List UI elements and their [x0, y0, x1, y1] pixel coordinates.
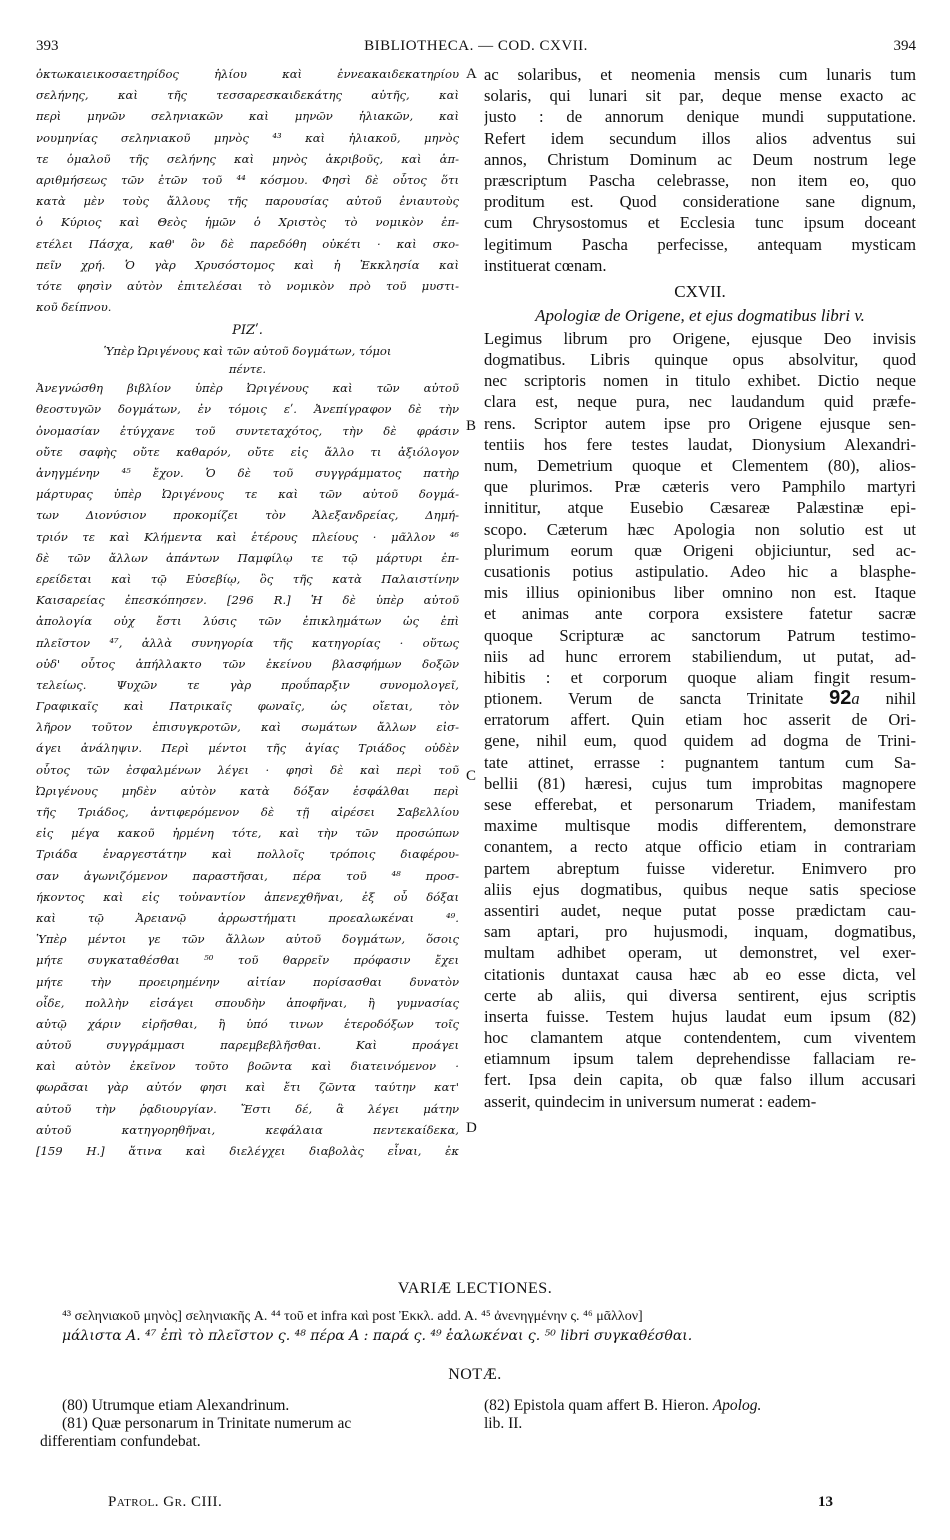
text-line: tentiis hos fere testes laudat, Dionysium Alexandri- — [484, 434, 916, 454]
text-line: τε ὁμαλοῦ τῆς σελήνης καὶ μηνὸς ἀκριβοῦς, καὶ ἀπ- — [36, 151, 459, 166]
text-line: εἰς μέγα κακοῦ ἠρμένη τότε, καὶ τὴν τῶν προσώπων — [36, 826, 459, 841]
text-line: Ὑπὲρ μέντοι γε τῶν ἄλλων αὐτοῦ δογμάτων, ὅσοις — [36, 932, 459, 947]
text-line: etiamnum ipsum talem deprehendisse fallaciam re- — [484, 1049, 916, 1069]
text-line: μήτε τὴν προειρημένην αἰτίαν πορίσασθαι δυνατὸν — [36, 974, 459, 989]
page-header — [36, 38, 916, 58]
text-line: ac solaribus, et neomenia mensis cum lunaris tum — [484, 65, 916, 84]
note-82-cont: lib. II. — [484, 1415, 523, 1432]
note-81-cont: differentiam confundebat. — [40, 1433, 201, 1450]
text-line: Γραφικαῖς καὶ Πατρικαῖς φωναῖς, ὡς οἴεται, τὸν — [36, 699, 459, 714]
footer-signature: 13 — [818, 1494, 833, 1510]
text-line: ετέλει Πάσχα, καθ' ὃν δὲ παρεδόθη οὐκέτι · καὶ σκο- — [36, 236, 459, 251]
text-line: dogmatibus. Libris quinque opus absolvitur, quod — [484, 350, 916, 370]
text-line: μήτε συγκαταθέσθαι ⁵⁰ τοῦ θαρρεῖν πρόφασιν ἔχει — [36, 953, 459, 968]
variae-line-2: μάλιστα A. ⁴⁷ ἐπὶ τὸ πλεῖστον ς. ⁴⁸ πέρα A : παρά ς. ⁴⁹ ἑαλωκέναι ς. ⁵⁰ libri συγκαθέσθαι. — [62, 1328, 693, 1344]
text-line: αὐτοῦ τὴν ῥᾳδιουργίαν. Ἔστι δέ, ἃ λέγει μάτην — [36, 1101, 459, 1116]
running-title: BIBLIOTHECA. — COD. CXVII. — [364, 38, 588, 54]
text-line: σαν ἀγωνιζόμενον παραστῆσαι, πέρα τοῦ ⁴⁸ προσ- — [36, 868, 459, 883]
variae-line-1: ⁴³ σεληνιακοῦ μηνὸς] σεληνιακῆς A. ⁴⁴ τοῦ et infra καὶ post Ἐκκλ. add. A. ⁴⁵ ἀνενηγμένην ς. ⁴⁶ μᾶλλον] — [62, 1309, 643, 1324]
text-line: ήκοντος καὶ εἰς τοὐναντίον ἀπενεχθῆναι, ἐξ οὗ δόξαι — [36, 889, 459, 904]
text-line: cusationis potius astipulatio. Adeo hic a blasphe- — [484, 561, 916, 581]
text-line: et animas ante corpora exsistere fatetur sacræ — [484, 604, 916, 624]
text-line: erratorum affert. Quin etiam hoc asserit de Ori- — [484, 710, 916, 730]
text-line: assentiri audet, neque putat posse prædictam cau- — [484, 900, 916, 920]
text-line: περὶ μηνῶν σεληνιακῶν καὶ μηνῶν ἡλιακῶν, καὶ — [36, 109, 459, 124]
note-82 — [484, 1397, 761, 1414]
text-line: νουμηνίας σεληνιακοῦ μηνὸς ⁴³ καὶ ἡλιακοῦ, μηνὸς — [36, 130, 459, 145]
text-line: πλεῖστον ⁴⁷, ἀλλὰ συνηγορία τῆς κατηγορίας · οὕτως — [36, 635, 459, 650]
text-line: hibitis : et corporum quoque aliam fingit resum- — [484, 667, 916, 687]
text-line: αὐτοῦ κατηγορηθῆναι, κεφάλαια πεντεκαίδεκα, — [36, 1122, 459, 1137]
page-number-right: 394 — [893, 38, 916, 54]
text-line: annos, Christum Dominum ac Deum nostrum lege — [484, 149, 916, 169]
margin-marker-c: C — [466, 768, 477, 784]
text-line: multam adhibet operam, ut demonstret, vel exer- — [484, 943, 916, 963]
text-line: οὔτε σαφὴς οὔτε καθαρόν, οὔτε εἰς ἄλλο τι ἀξιόλογον — [36, 444, 459, 459]
note-82-text: (82) Epistola quam affert B. Hieron. — [484, 1397, 709, 1414]
text-line: justo : de annorum denique mundi supputatione. — [484, 107, 916, 127]
text-line: οὗτος τῶν ἐσφαλμένων λέγει · φησὶ δὲ καὶ περὶ τοῦ — [36, 762, 459, 777]
text-line: tate attinet, errasse : pugnantem tantum cum Sa- — [484, 752, 916, 772]
text-line: bellii (81) hæresi, cujus tum improbitas magnopere — [484, 773, 916, 793]
text-line: καὶ τῷ Ἀρειανῷ ἀρρωστήματι προεαλωκέναι ⁴⁹. — [36, 910, 459, 925]
latin-section-title: Apologiæ de Origene, et ejus dogmatibus libri v. — [535, 305, 865, 325]
latin-top-text — [484, 64, 916, 276]
greek-column — [36, 64, 459, 1162]
text-line: asserit, quindecim in universum numerat : eadem- — [484, 1091, 817, 1111]
text-line: Ὠριγένους μηδὲν αὐτὸν κατὰ δόξαν ἐσφάλθαι περὶ — [36, 783, 459, 798]
text-segment: nihil — [859, 689, 916, 709]
text-line — [484, 688, 916, 709]
text-line: quoque Scripturæ ac sanctorum Patrum testimo- — [484, 625, 916, 645]
text-line: Legimus librum pro Origene, ejusque Deo invisis — [484, 328, 916, 348]
text-line: ἀπολογία οὐχ ἔστι λύσις τῶν ἐπικλημάτων ὡς ἐπὶ — [36, 614, 459, 629]
text-line: Τριάδα ἐναργεστάτην καὶ πολλοῖς τρόποις διαφέρου- — [36, 847, 459, 862]
text-line: que plurimos. Præ cæteris vero Pamphilo martyri — [484, 477, 916, 497]
text-line: τριόν τε καὶ Κλήμεντα καὶ ἑτέρους πλείους · μᾶλλον ⁴⁶ — [36, 529, 459, 544]
text-line: σελήνης, καὶ τῆς τεσσαρεσκαιδεκάτης αὐτῆς, καὶ — [36, 88, 459, 103]
text-line: certe ab aliis, qui diversa sentirent, ejus scriptis — [484, 985, 916, 1005]
text-line: ὀκτωκαιεικοσαετηρίδος ἡλίου καὶ ἐννεακαιδεκατηρίου — [36, 67, 459, 81]
text-line: mis illius opinionibus liber omnino non est. Itaque — [484, 583, 916, 603]
page-number-left: 393 — [36, 38, 59, 54]
note-80: (80) Utrumque etiam Alexandrinum. — [62, 1397, 290, 1414]
text-line: αριθμήσεως τῶν ἐτῶν τοῦ ⁴⁴ κόσμου. Φησὶ δὲ οὗτος ὅτι — [36, 172, 459, 187]
text-line: ὀνομασίαν ἐτύγχανε τοῦ συντεταχότος, τὴν δὲ φράσιν — [36, 423, 459, 438]
greek-section-title: Ὑπὲρ Ὠριγένους καὶ τῶν αὐτοῦ δογμάτων, τόμοι — [103, 344, 392, 359]
text-line: ἀνηγμένην ⁴⁵ ἔχον. Ὁ δὲ τοῦ συγγράμματος πατὴρ — [36, 466, 459, 480]
text-line: ερείδεται καὶ τῷ Εὐσεβίῳ, ὃς τῆς κατὰ Παλαιστίνην — [36, 571, 459, 586]
greek-body-text — [36, 378, 459, 1162]
text-line: Καισαρείας ἐπεσκόπησεν. [296 R.] Ἡ δὲ ὑπὲρ αὐτοῦ — [36, 593, 459, 608]
margin-marker-b: B — [466, 418, 477, 434]
text-line: conantem, a recto atque officio etiam in contrariam — [484, 837, 916, 857]
text-line: οὐδ' οὗτος ἀπήλλακτο τῶν ἐκείνου βλασφήμων δοξῶν — [36, 656, 459, 671]
text-line: sese efferebat, et personarum Triadem, manifestam — [484, 795, 916, 814]
column-marker: 92 — [829, 688, 852, 710]
text-line: κατὰ μὲν τοὺς ἄλλους τῆς παρουσίας αὐτοῦ ἐνιαυτοὺς — [36, 194, 459, 209]
text-line: αὐτοῦ συγγράμμασι παρεμβεβλῆσθαι. Καὶ προάγει — [36, 1038, 459, 1053]
text-line: [159 H.] ἅτινα καὶ διελέγχει διαβολὰς εἶναι, ἐκ — [36, 1144, 459, 1158]
text-line: gene, nihil eum, quod quidem ad dogma de Trini- — [484, 731, 916, 751]
margin-marker-d: D — [466, 1120, 477, 1136]
text-line: των Διονύσιον προκομίζει τὸν Ἀλεξανδρείας, Δημή- — [36, 508, 459, 523]
text-line: plurimum eorum quæ Origeni objiciuntur, sed ac- — [484, 540, 916, 560]
text-line: Ἀνεγνώσθη βιβλίον ὑπὲρ Ὠριγένους καὶ τῶν αὐτοῦ — [36, 381, 459, 396]
variae-heading: VARIÆ LECTIONES. — [397, 1280, 553, 1297]
text-line: δὲ τῶν ἄλλων ἁπάντων Παμφίλῳ τε τῷ μάρτυρι ἐπ- — [36, 550, 459, 565]
text-line: nec scriptoris nomen in titulo exhibet. Dictio neque — [484, 371, 916, 391]
text-line: τελείως. Ψυχῶν τε γὰρ προΰπαρξιν συνομολογεῖ, — [36, 677, 459, 692]
text-line: ὁ Κύριος καὶ Θεὸς ἡμῶν ὁ Χριστὸς τὸ νομικὸν ἐπ- — [36, 215, 459, 230]
greek-section-title-cont: πέντε. — [228, 362, 267, 377]
text-line: innititur, atque Eusebio Cæsareæ Palæstinæ epi- — [484, 498, 916, 518]
text-line: αὐτῷ χάριν εἰρῆσθαι, ἢ ὑπό τινων ἑτεροδόξων τοῖς — [36, 1016, 459, 1031]
text-line: citationis duntaxat causa hæc ab eo esse dicta, vel — [484, 964, 916, 984]
text-line: aliis ejus dogmatibus, quibus neque satis speciose — [484, 879, 916, 899]
text-line: φωρᾶσαι γὰρ αὐτόν φησι καὶ ἔτι ζῶντα ταύτην κατ' — [36, 1080, 459, 1095]
latin-column — [484, 64, 916, 1112]
text-segment: ptionem. Verum de sancta Trinitate — [484, 689, 830, 709]
text-line: τότε φησὶν αὐτὸν ἐπιτελέσαι τὸ νομικὸν πρὸ τοῦ μυστι- — [36, 278, 459, 293]
text-line: num, Demetrium quoque et Clementem (80), alios- — [484, 456, 916, 475]
text-line: clara est, neque pura, nec laudandum quid præfe- — [484, 392, 916, 412]
text-line: legitimum Pascha perfecisse, antequam mysticam — [484, 234, 916, 254]
note-81: (81) Quæ personarum in Trinitate numerum ac — [62, 1415, 352, 1432]
footer-series: Patrol. Gr. CIII. — [108, 1494, 223, 1510]
text-line: κοῦ δείπνου. — [36, 300, 112, 315]
text-line: hoc clamantem atque contendentem, cum viventem — [484, 1028, 916, 1048]
text-line: maxime multisque modis differentem, demonstrare — [484, 816, 916, 836]
text-line: λῆρον τοῦτον ἐπισυγκροτῶν, καὶ σωμάτων ἄλλων εἰσ- — [36, 720, 459, 735]
text-line: Refert idem secundum illos alios adventus sui — [484, 128, 916, 148]
text-line: cum Chrysostomus et Ecclesia tunc ipsum doceant — [484, 213, 916, 233]
text-line: solaris, qui lunari sit par, deque mense exacto ac — [484, 86, 916, 106]
text-line: θεοστυγῶν δογμάτων, ἐν τόμοις εʹ. Ἀνεπίγραφον δὲ τὴν — [36, 402, 459, 417]
text-line: fert. Ipsa dein capita, ob quæ falso illum accusari — [484, 1070, 916, 1090]
greek-section-number: ΡΙΖʹ. — [232, 323, 263, 339]
text-line: τῆς Τριάδος, ἀντιφερόμενον δὲ τῇ αἱρέσει Σαβελλίου — [36, 805, 459, 819]
greek-top-text — [36, 64, 459, 318]
text-line: inserta fuisse. Testem hujus laudat eum ipsum (82) — [484, 1006, 916, 1026]
text-line: rens. Scriptor autem ipse pro Origene ejusque sen- — [484, 413, 916, 433]
text-line: sam aptari, pro hujusmodi, inquam, dogmatibus, — [484, 922, 916, 942]
text-line: οἶδε, πολλὴν εἰσάγει σπουδὴν ἀποφῆναι, ἢ γυμνασίας — [36, 995, 459, 1010]
margin-marker-a: A — [466, 66, 477, 82]
text-line: instituerat cœnam. — [484, 255, 607, 275]
note-82-work: Apolog. — [712, 1397, 762, 1414]
text-line: άγει ἀνάληψιν. Περὶ μέντοι τῆς ἁγίας Τριάδος οὐδὲν — [36, 741, 459, 756]
text-line: πεῖν χρή. Ὁ γὰρ Χρυσόστομος καὶ ἡ Ἐκκλησία καὶ — [36, 257, 459, 272]
text-line: præscriptum Pascha celebrasse, non item eo, quo — [484, 170, 916, 190]
text-line: καὶ αὐτὸν ἐκεῖνον τοῦτο βοῶντα καὶ διατεινόμενον · — [36, 1059, 459, 1074]
column-marker-suffix: a — [851, 689, 860, 709]
text-line: scopo. Cæterum hæc Apologia non solutio est ut — [484, 519, 916, 539]
text-line: niis ad hunc errorem stabiliendum, ut putat, ad- — [484, 646, 916, 666]
text-line: μάρτυρας ὑπὲρ Ὠριγένους τε καὶ τῶν αὐτοῦ δογμά- — [36, 487, 459, 502]
latin-section-number: CXVII. — [674, 281, 726, 301]
text-line: proditum est. Quod consideratione sane dignum, — [484, 192, 916, 212]
text-line: partem abreptum fuisse videretur. Enimvero pro — [484, 858, 916, 878]
latin-body-text — [484, 328, 916, 1112]
notae-heading: NOTÆ. — [448, 1366, 502, 1383]
